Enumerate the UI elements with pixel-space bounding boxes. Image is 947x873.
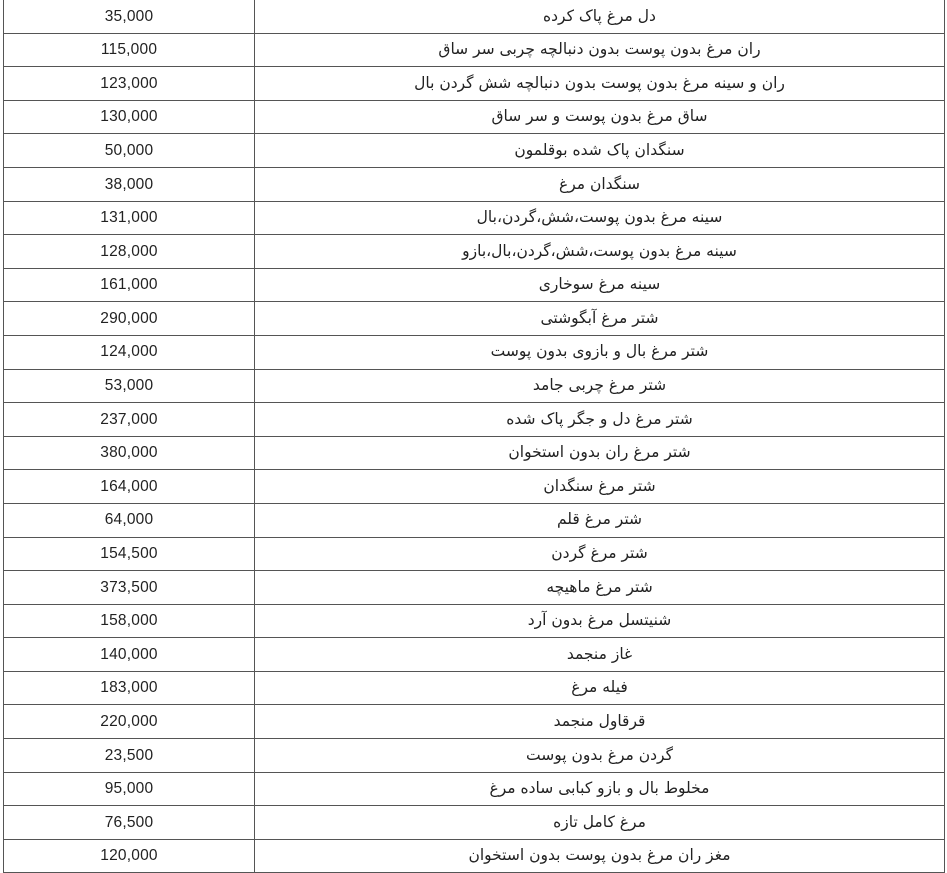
price-cell: 290,000 [4, 302, 255, 336]
item-name-cell: مغز ران مرغ بدون پوست بدون استخوان [255, 839, 945, 873]
item-name-cell: شتر مرغ قلم [255, 503, 945, 537]
table-row [4, 302, 945, 336]
table-row [4, 739, 945, 773]
price-cell: 131,000 [4, 201, 255, 235]
item-name-cell: مخلوط بال و بازو کبابی ساده مرغ [255, 772, 945, 806]
price-cell: 35,000 [4, 0, 255, 33]
price-cell: 183,000 [4, 671, 255, 705]
item-name-cell: شتر مرغ ران بدون استخوان [255, 436, 945, 470]
table-row [4, 638, 945, 672]
table-row [4, 335, 945, 369]
item-name-cell: ران مرغ بدون پوست بدون دنبالچه چربی سر ساق [255, 33, 945, 67]
price-cell: 237,000 [4, 403, 255, 437]
item-name-cell: ساق مرغ بدون پوست و سر ساق [255, 100, 945, 134]
item-name-cell: سینه مرغ بدون پوست،شش،گردن،بال [255, 201, 945, 235]
table-row [4, 134, 945, 168]
price-cell: 76,500 [4, 806, 255, 840]
price-table [3, 0, 945, 873]
item-name-cell: شتر مرغ گردن [255, 537, 945, 571]
table-row [4, 369, 945, 403]
price-cell: 128,000 [4, 235, 255, 269]
item-name-cell: دل مرغ پاک کرده [255, 0, 945, 33]
price-cell: 50,000 [4, 134, 255, 168]
price-cell: 161,000 [4, 268, 255, 302]
price-cell: 130,000 [4, 100, 255, 134]
item-name-cell: سنگدان مرغ [255, 167, 945, 201]
table-row [4, 604, 945, 638]
price-cell: 140,000 [4, 638, 255, 672]
price-cell: 115,000 [4, 33, 255, 67]
item-name-cell: شتر مرغ سنگدان [255, 470, 945, 504]
price-cell: 164,000 [4, 470, 255, 504]
price-cell: 124,000 [4, 335, 255, 369]
table-row [4, 772, 945, 806]
table-row [4, 671, 945, 705]
price-cell: 23,500 [4, 739, 255, 773]
price-cell: 53,000 [4, 369, 255, 403]
item-name-cell: قرقاول منجمد [255, 705, 945, 739]
table-row [4, 436, 945, 470]
table-row [4, 571, 945, 605]
price-cell: 95,000 [4, 772, 255, 806]
price-cell: 373,500 [4, 571, 255, 605]
item-name-cell: فیله مرغ [255, 671, 945, 705]
table-row [4, 268, 945, 302]
item-name-cell: سینه مرغ بدون پوست،شش،گردن،بال،بازو [255, 235, 945, 269]
item-name-cell: ران و سینه مرغ بدون پوست بدون دنبالچه شش گردن بال [255, 67, 945, 101]
item-name-cell: سینه مرغ سوخاری [255, 268, 945, 302]
item-name-cell: شنیتسل مرغ بدون آرد [255, 604, 945, 638]
table-row [4, 806, 945, 840]
table-row [4, 0, 945, 33]
table-row [4, 403, 945, 437]
item-name-cell: گردن مرغ بدون پوست [255, 739, 945, 773]
item-name-cell: سنگدان پاک شده بوقلمون [255, 134, 945, 168]
price-cell: 158,000 [4, 604, 255, 638]
table-row [4, 33, 945, 67]
table-row [4, 470, 945, 504]
table-row [4, 67, 945, 101]
price-table-body [4, 0, 945, 873]
item-name-cell: مرغ کامل تازه [255, 806, 945, 840]
price-cell: 120,000 [4, 839, 255, 873]
item-name-cell: شتر مرغ ماهیچه [255, 571, 945, 605]
price-cell: 38,000 [4, 167, 255, 201]
item-name-cell: شتر مرغ بال و بازوی بدون پوست [255, 335, 945, 369]
price-cell: 64,000 [4, 503, 255, 537]
table-row [4, 100, 945, 134]
table-row [4, 235, 945, 269]
table-row [4, 167, 945, 201]
price-cell: 220,000 [4, 705, 255, 739]
table-row [4, 705, 945, 739]
item-name-cell: شتر مرغ دل و جگر پاک شده [255, 403, 945, 437]
price-cell: 380,000 [4, 436, 255, 470]
price-cell: 154,500 [4, 537, 255, 571]
table-row [4, 201, 945, 235]
item-name-cell: شتر مرغ آبگوشتی [255, 302, 945, 336]
item-name-cell: شتر مرغ چربی جامد [255, 369, 945, 403]
table-row [4, 537, 945, 571]
table-row [4, 839, 945, 873]
item-name-cell: غاز منجمد [255, 638, 945, 672]
price-cell: 123,000 [4, 67, 255, 101]
table-row [4, 503, 945, 537]
